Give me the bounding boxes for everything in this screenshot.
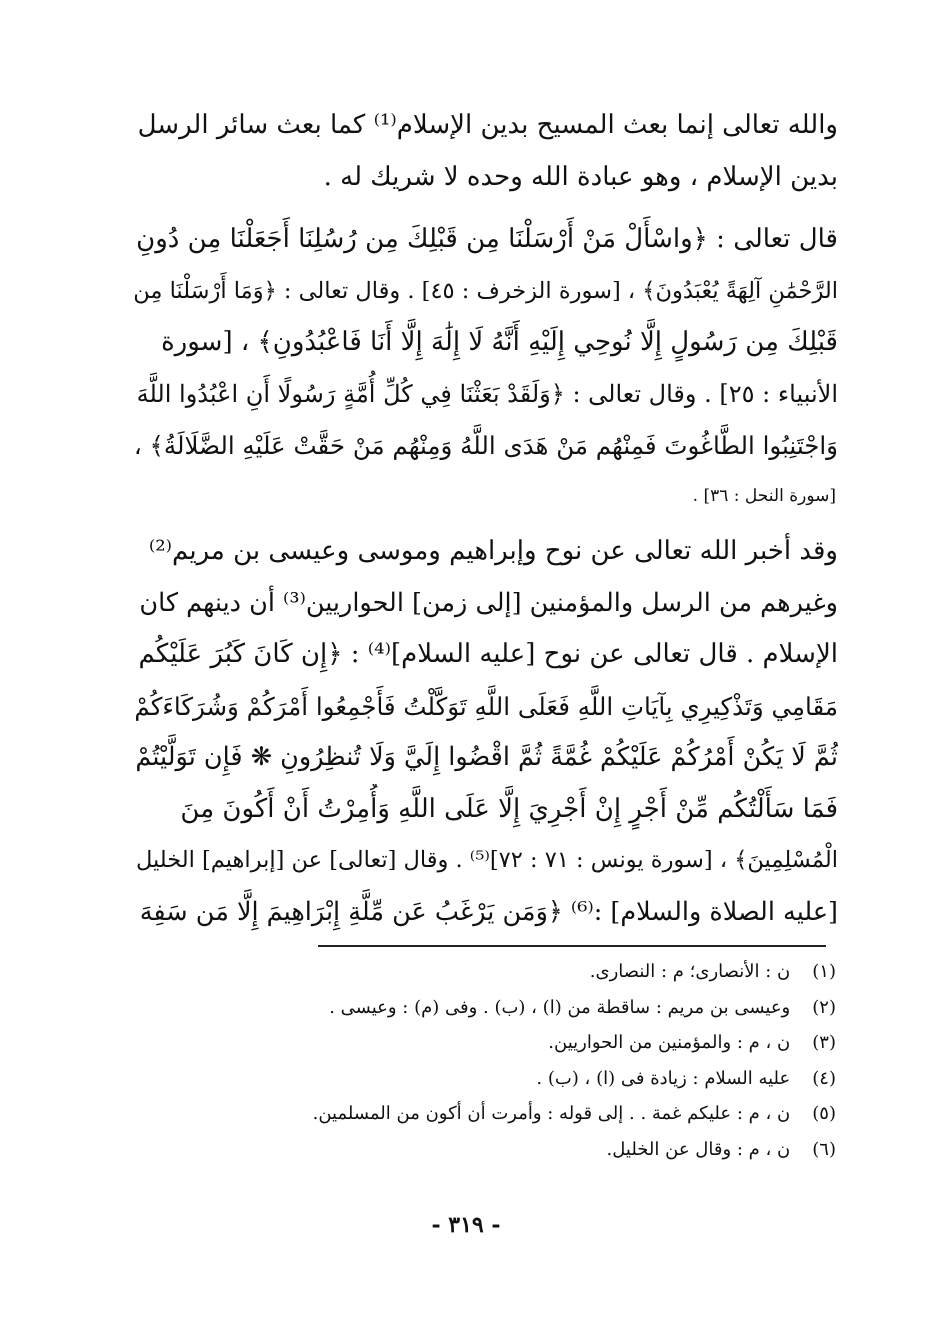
footnotes-list: [128, 954, 836, 1167]
paragraph-3: [128, 526, 838, 938]
footnote-item: [128, 954, 836, 990]
text-line: بدين الإسلام ، وهو عبادة الله وحده لا شريك له .: [323, 161, 838, 192]
footnote-number: (٢): [812, 996, 836, 1018]
text-line: الأنبياء : ٢٥] . وقال تعالى : ﴿وَلَقَدْ بَعَثْنَا فِي كُلِّ أُمَّةٍ رَسُولًا أَنِ اعْبُدُوا اللَّهَ: [136, 379, 838, 408]
text-line: قَبْلِكَ مِن رَسُولٍ إِلَّا نُوحِي إِلَيْهِ أَنَّهُ لَا إِلَٰهَ إِلَّا أَنَا فَاعْبُدُونِ﴾ ، [سورة: [161, 327, 838, 357]
footnote-number: (١): [812, 961, 836, 982]
footnote-divider: [318, 945, 826, 947]
footnote-item: [128, 990, 836, 1026]
text-line: وغيرهم من الرسل والمؤمنين [إلى زمن] الحواريين⁽³⁾ أن دينهم كان: [139, 587, 838, 618]
footnote-item: [128, 1096, 836, 1132]
text-line: والله تعالى إنما بعث المسيح بدين الإسلام⁽¹⁾ كما بعث سائر الرسل: [137, 110, 838, 140]
footnote-item: [128, 1025, 836, 1061]
text-line: الرَّحْمَٰنِ آلِهَةً يُعْبَدُونَ﴾ ، [سورة الزخرف : ٤٥] . وقال تعالى : ﴿وَمَا أَرْسَلْنَا مِن: [133, 277, 838, 304]
footnote-text: ن : الأنصارى؛ م : النصارى.: [589, 961, 791, 982]
footnote-text: ن ، م : وقال عن الخليل.: [606, 1138, 791, 1160]
paragraph-1: [128, 100, 838, 203]
footnote-number: (٣): [812, 1032, 836, 1053]
footnote-item: [128, 1061, 836, 1097]
page-number: - ٣١٩ -: [431, 1212, 501, 1238]
text-line: [عليه الصلاة والسلام] :⁽⁶⁾ ﴿وَمَن يَرْغَبُ عَن مِّلَّةِ إِبْرَاهِيمَ إِلَّا مَن سَفِهَ: [139, 896, 838, 927]
footnote-text: وعيسى بن مريم : ساقطة من (ا) ، (ب) . وفى (م) : وعيسى .: [329, 996, 791, 1018]
text-line: وَاجْتَنِبُوا الطَّاغُوتَ فَمِنْهُم مَنْ هَدَى اللَّهُ وَمِنْهُم مَنْ حَقَّتْ عَلَيْهِ الضَّلَالَةُ﴾ ،: [133, 431, 838, 460]
text-line: ثُمَّ لَا يَكُنْ أَمْرُكُمْ عَلَيْكُمْ غُمَّةً ثُمَّ اقْضُوا إِلَيَّ وَلَا تُنظِرُونِ ❋ فَإِن تَوَلَّيْتُمْ: [135, 742, 838, 772]
text-line: قال تعالى : ﴿واسْأَلْ مَنْ أَرْسَلْنَا مِن قَبْلِكَ مِن رُسُلِنَا أَجَعَلْنَا مِن دُونِ: [136, 224, 838, 254]
text-line: الإسلام . قال تعالى عن نوح [عليه السلام]⁽⁴⁾ : ﴿إِن كَانَ كَبُرَ عَلَيْكُم: [138, 639, 838, 669]
surah-citation: [سورة النحل : ٣٦] .: [692, 486, 836, 506]
footnote-item: [128, 1132, 836, 1168]
footnote-text: ن ، م : عليكم غمة . . إلى قوله : وأمرت أن أكون من المسلمين.: [312, 1103, 791, 1124]
footnote-number: (٦): [812, 1138, 836, 1160]
text-line: فَمَا سَأَلْتُكُم مِّنْ أَجْرٍ إِنْ أَجْرِيَ إِلَّا عَلَى اللَّهِ وَأُمِرْتُ أَنْ أَكُونَ مِنَ: [180, 793, 838, 824]
text-line: الْمُسْلِمِينَ﴾ ، [سورة يونس : ٧١ : ٧٢]⁽⁵⁾ . وقال [تعالى] عن [إبراهيم] الخليل: [135, 847, 838, 873]
text-line: وقد أخبر الله تعالى عن نوح وإبراهيم وموسى وعيسى بن مريم⁽²⁾: [148, 536, 838, 566]
footnote-number: (٥): [812, 1103, 836, 1124]
footnote-text: عليه السلام : زيادة فى (ا) ، (ب) .: [536, 1067, 791, 1089]
footnote-number: (٤): [812, 1067, 836, 1089]
footnote-text: ن ، م : والمؤمنين من الحواريين.: [548, 1032, 791, 1053]
text-line: مَقَامِي وَتَذْكِيرِي بِآيَاتِ اللَّهِ فَعَلَى اللَّهِ تَوَكَّلْتُ فَأَجْمِعُوا أَمْرَكُمْ وَشُرَكَاءَكُمْ: [134, 691, 838, 721]
paragraph-2: [128, 214, 838, 472]
